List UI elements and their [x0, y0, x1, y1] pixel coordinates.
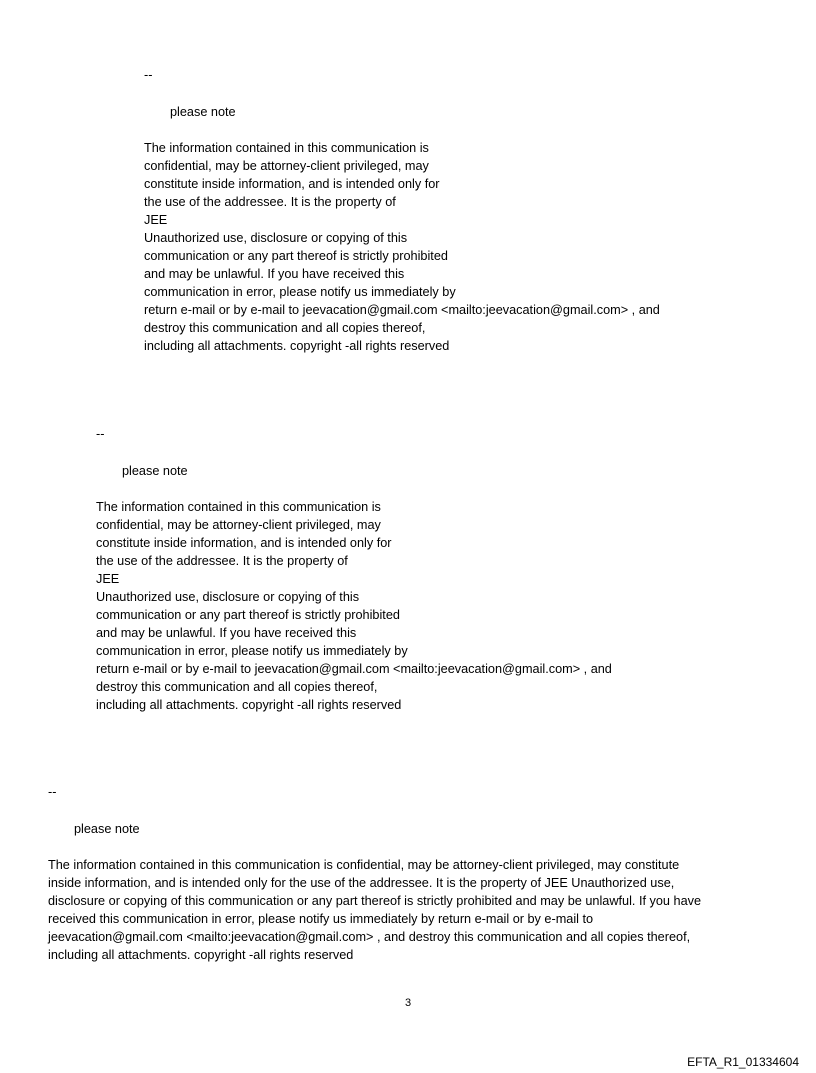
paragraph-line: destroy this communication and all copies thereof,: [144, 321, 426, 335]
separator: --: [144, 68, 153, 82]
paragraph-line: including all attachments. copyright -all rights reserved: [144, 339, 450, 353]
paragraph-line: The information contained in this communication is: [144, 141, 429, 155]
paragraph-line: communication in error, please notify us immediately by: [96, 644, 408, 658]
paragraph-line: including all attachments. copyright -all rights reserved: [48, 948, 354, 962]
paragraph-line: The information contained in this communication is confidential, may be attorney-client privileged, may constitute: [48, 858, 680, 872]
note-heading: please note: [122, 464, 188, 478]
disclaimer-block-2: [96, 425, 612, 714]
page-number: 3: [404, 997, 412, 1009]
paragraph-line: constitute inside information, and is intended only for: [144, 177, 440, 191]
paragraph-line: The information contained in this communication is: [96, 500, 381, 514]
paragraph-line: communication or any part thereof is strictly prohibited: [144, 249, 448, 263]
paragraph-line: destroy this communication and all copies thereof,: [96, 680, 378, 694]
paragraph-line: jeevacation@gmail.com <mailto:jeevacation@gmail.com> , and destroy this communication and all copies thereof,: [48, 930, 691, 944]
paragraph-line: Unauthorized use, disclosure or copying of this: [96, 590, 360, 604]
paragraph-line: return e-mail or by e-mail to jeevacation@gmail.com <mailto:jeevacation@gmail.com> , and: [96, 662, 612, 676]
document-id: EFTA_R1_01334604: [687, 1055, 799, 1069]
paragraph-line: and may be unlawful. If you have received this: [96, 626, 357, 640]
paragraph-line: confidential, may be attorney-client privileged, may: [144, 159, 429, 173]
paragraph-line: and may be unlawful. If you have received this: [144, 267, 405, 281]
paragraph-line: confidential, may be attorney-client privileged, may: [96, 518, 381, 532]
paragraph-line: received this communication in error, please notify us immediately by return e-mail or by e-mail to: [48, 912, 594, 926]
paragraph-line: communication in error, please notify us immediately by: [144, 285, 456, 299]
paragraph-line: JEE: [96, 572, 120, 586]
disclaimer-block-3: [48, 783, 768, 964]
disclaimer-block-1: [144, 66, 660, 355]
note-heading: please note: [170, 105, 236, 119]
note-heading: please note: [74, 822, 140, 836]
paragraph-line: return e-mail or by e-mail to jeevacation@gmail.com <mailto:jeevacation@gmail.com> , and: [144, 303, 660, 317]
paragraph-line: communication or any part thereof is strictly prohibited: [96, 608, 400, 622]
paragraph-line: constitute inside information, and is intended only for: [96, 536, 392, 550]
paragraph-line: the use of the addressee. It is the property of: [144, 195, 396, 209]
paragraph-line: disclosure or copying of this communication or any part thereof is strictly prohibited and may be unlawful. If you have: [48, 894, 702, 908]
paragraph-line: inside information, and is intended only for the use of the addressee. It is the property of JEE Unauthorized use,: [48, 876, 675, 890]
paragraph-line: the use of the addressee. It is the property of: [96, 554, 348, 568]
disclaimer-paragraph: [48, 856, 768, 964]
separator: --: [96, 427, 105, 441]
paragraph-line: Unauthorized use, disclosure or copying of this: [144, 231, 408, 245]
separator: --: [48, 785, 57, 799]
disclaimer-paragraph: [96, 498, 612, 714]
disclaimer-paragraph: [144, 139, 660, 355]
paragraph-line: including all attachments. copyright -all rights reserved: [96, 698, 402, 712]
paragraph-line: JEE: [144, 213, 168, 227]
